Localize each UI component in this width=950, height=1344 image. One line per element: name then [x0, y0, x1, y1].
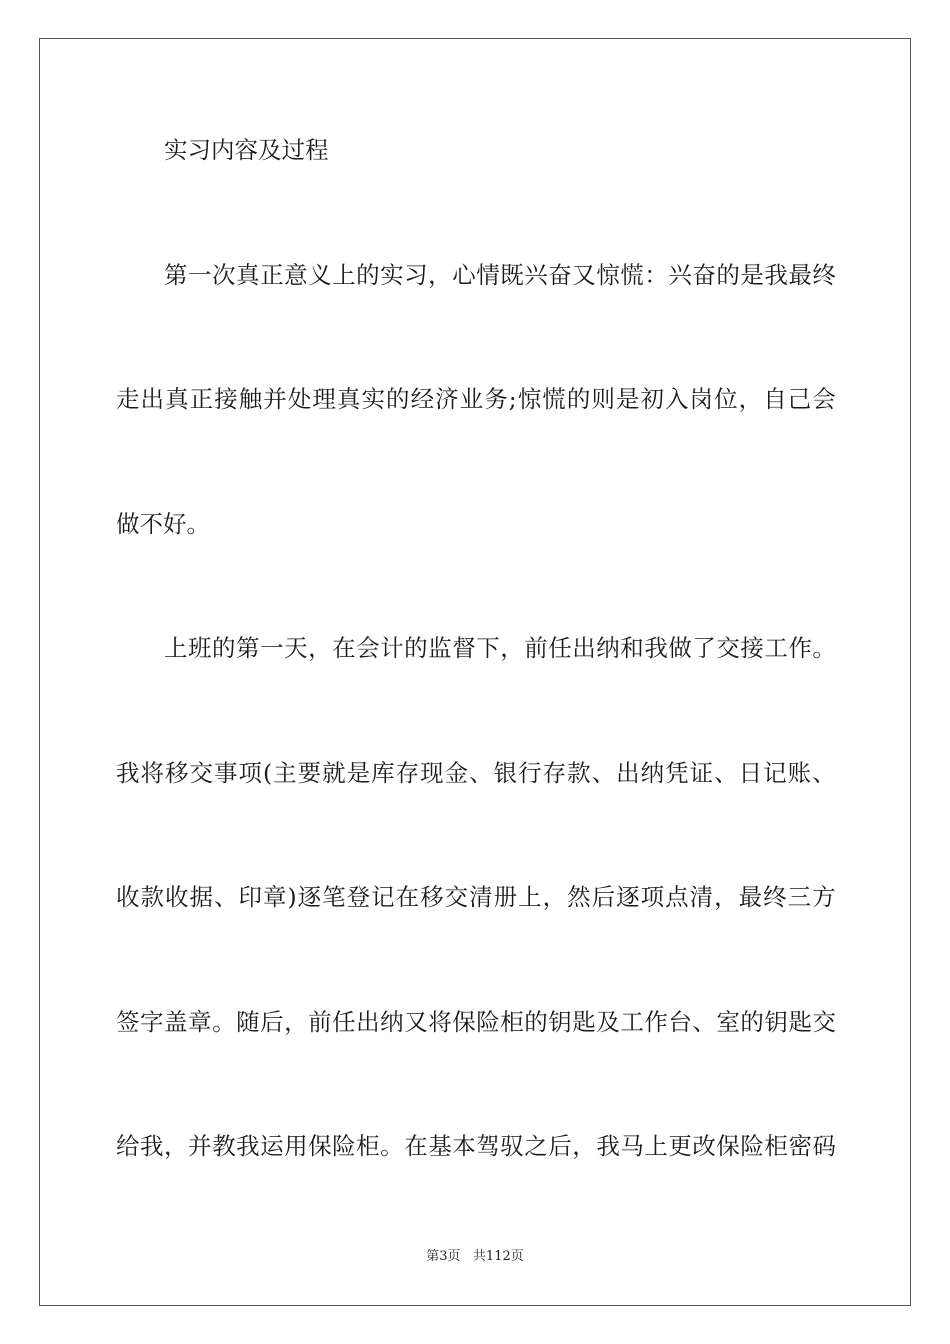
- body-line: 收 款 收 据 、 印 章 ) 逐 笔 登 记 在 移 交 清 册 上 ， 然 后 逐 项 点 清 ， 最 终 三 方: [116, 883, 836, 911]
- body-line: 给 我 ， 并 教 我 运 用 保 险 柜 。 在 基 本 驾 驭 之 后 ， 我 马 上 更 改 保 险 柜 密 码: [116, 1132, 836, 1160]
- page-border: [39, 38, 911, 1306]
- body-line: 签 字 盖 章 。 随 后 ， 前 任 出 纳 又 将 保 险 柜 的 钥 匙 及 工 作 台 、 室 的 钥 匙 交: [116, 1008, 836, 1036]
- page-footer: [0, 1246, 950, 1268]
- body-line: 上 班 的 第 一 天 ， 在 会 计 的 监 督 下 ， 前 任 出 纳 和 我 做 了 交 接 工 作 。: [164, 634, 836, 662]
- body-line: 我 将 移 交 事 项 ( 主 要 就 是 库 存 现 金 、 银 行 存 款 、 出 纳 凭 证 、 日 记 账 、: [116, 759, 836, 787]
- page-total: 共112页: [472, 1249, 524, 1264]
- section-heading: 实习内容及过程: [164, 136, 329, 164]
- page-number: 第3页: [426, 1249, 461, 1264]
- body-line: 走 出 真 正 接 触 并 处 理 真 实 的 经 济 业 务 ; 惊 慌 的 则 是 初 入 岗 位 ， 自 己 会: [116, 385, 836, 413]
- body-line: 做不好。: [116, 510, 210, 538]
- body-line: 第 一 次 真 正 意 义 上 的 实 习 ， 心 情 既 兴 奋 又 惊 慌 ： 兴 奋 的 是 我 最 终: [164, 261, 836, 289]
